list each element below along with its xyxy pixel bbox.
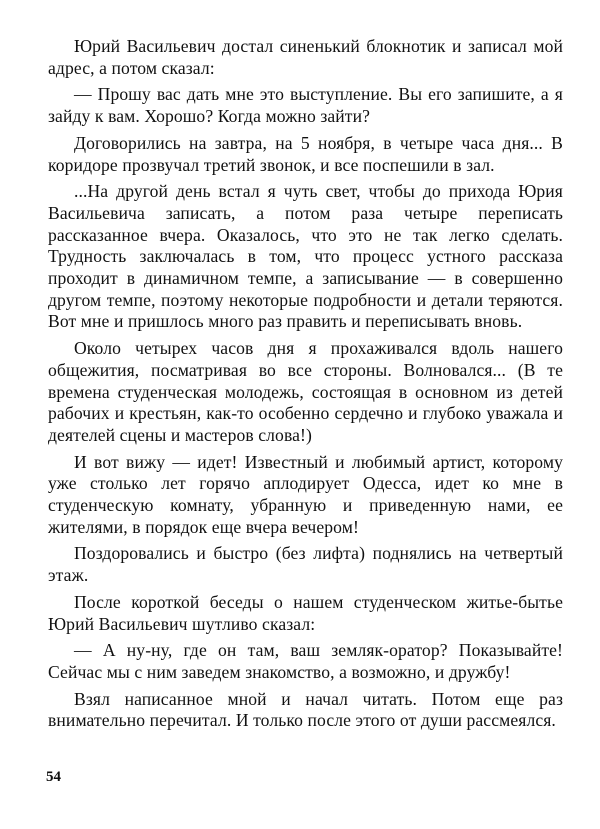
- paragraph-6: И вот вижу — идет! Известный и любимый артист, которому уже столько лет горячо аплодирует Одесса, идет ко мне в студенческую комнату, убранную и приведенную нами, ее жителями, в порядок еще вчера вечером!: [48, 451, 563, 537]
- paragraph-1: Юрий Васильевич достал синенький блокнотик и записал мой адрес, а потом сказал:: [48, 36, 563, 78]
- paragraph-2: — Прошу вас дать мне это выступление. Вы его запишите, а я зайду к вам. Хорошо? Когда можно зайти?: [48, 84, 563, 127]
- page-number: 54: [46, 769, 61, 785]
- paragraph-5: Около четырех часов дня я прохаживался вдоль нашего общежития, посматривая во все стороны. Волновался... (В те времена студенческая молодежь, состоящая в основном из детей рабочих и крестьян, как-то особенно сердечно и глубоко уважала и деятелей сцены и мастеров слова!): [48, 338, 563, 445]
- paragraph-10: Взял написанное мной и начал читать. Потом еще раз внимательно перечитал. И только после этого от души рассмеялся.: [48, 688, 563, 731]
- paragraph-9: — А ну-ну, где он там, ваш земляк-оратор? Показывайте! Сейчас мы с ним заведем знакомство, а возможно, и дружбу!: [48, 640, 563, 682]
- paragraph-4: ...На другой день встал я чуть свет, чтобы до прихода Юрия Васильевича записать, а потом раза четыре переписать рассказанное вчера. Оказалось, что это не так легко сделать. Трудность заключалась в том, что процесс устного рассказа проходит в динамичном темпе, а записывание — в совершенно другом темпе, поэтому некоторые подробности и детали теряются. Вот мне и пришлось много раз править и переписывать вновь.: [48, 181, 563, 332]
- paragraph-7: Поздоровались и быстро (без лифта) поднялись на четвертый этаж.: [48, 543, 563, 586]
- page-body: [48, 36, 563, 737]
- paragraph-3: Договорились на завтра, на 5 ноября, в четыре часа дня... В коридоре прозвучал третий звонок, и все поспешили в зал.: [48, 132, 563, 175]
- paragraph-8: После короткой беседы о нашем студенческом житье-бытье Юрий Васильевич шутливо сказал:: [48, 591, 563, 634]
